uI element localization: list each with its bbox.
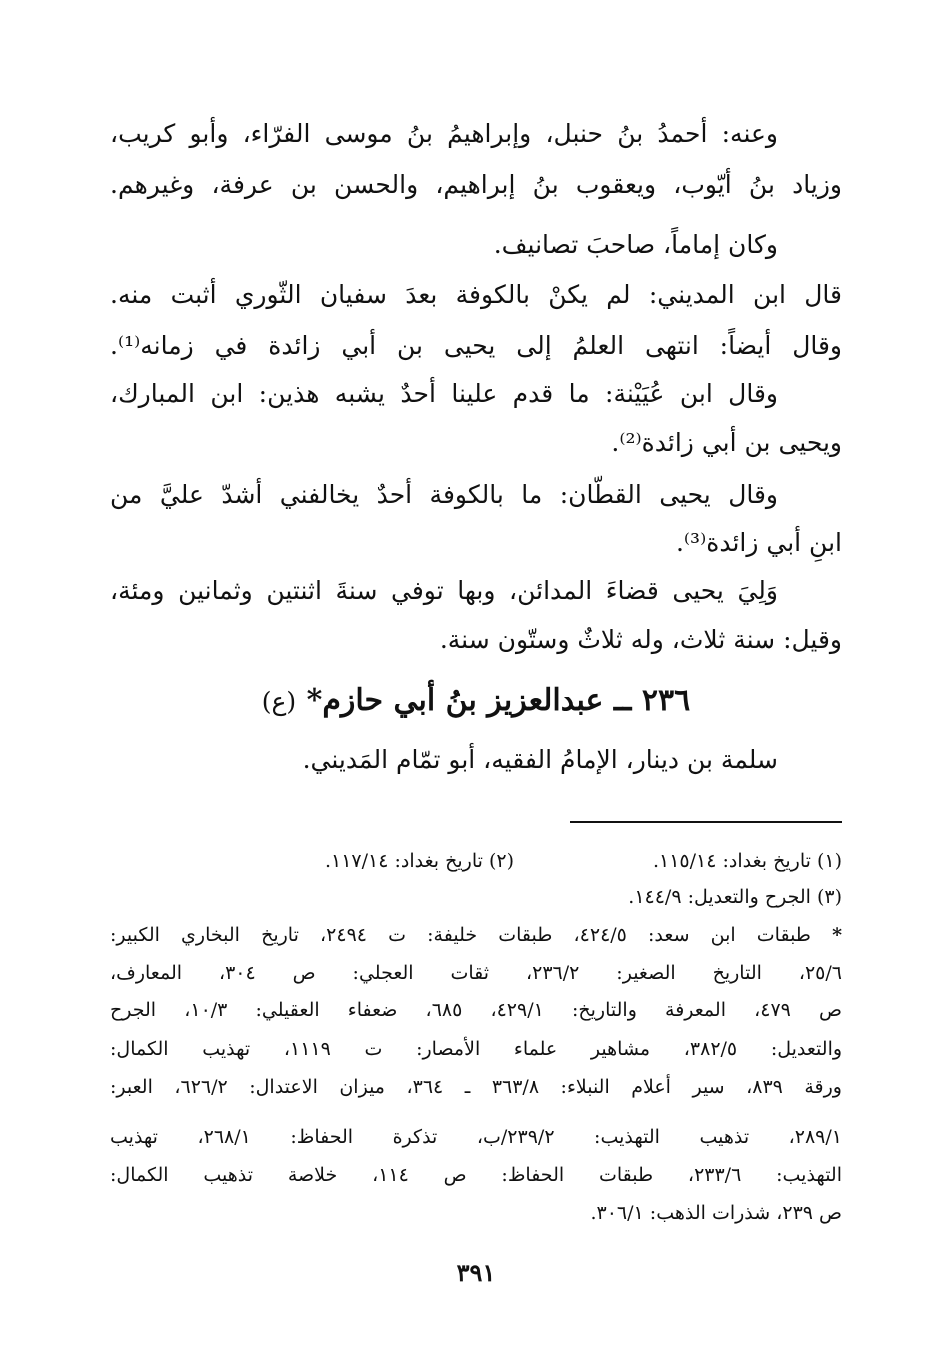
body-line-10: وَلِيَ يحيى قضاءَ المدائن، وبها توفي سنةَ اثنتين وثمانين ومئة، xyxy=(110,576,778,605)
sources-marker: * xyxy=(832,924,842,946)
footnote-1: (١) تاريخ بغداد: ١١٥/١٤. xyxy=(652,850,842,872)
body-line-2: وزياد بنُ أيّوب، ويعقوب بنُ إبراهيم، والحسن بن عرفة، وغيرهم. xyxy=(110,170,842,199)
body-line-11: وقيل: سنة ثلاث، وله ثلاثٌ وستّون سنة. xyxy=(439,625,842,654)
sources-line-2: ٢٥/٦، التاريخ الصغير: ٢٣٦/٢، ثقات العجلي: ص ٣٠٤، المعارف، xyxy=(110,962,842,984)
body-line-1: وعنه: أحمدُ بنُ حنبل، وإبراهيمُ بنُ موسى الفرّاء، وأبو كريب، xyxy=(110,119,778,148)
body-line-4: قال ابن المديني: لم يكنْ بالكوفة بعدَ سفيان الثّوري أثبت منه. xyxy=(110,280,842,309)
body-line-5: وقال أيضاً: انتهى العلمُ إلى يحيى بن أبي زائدة في زمانه⁽¹⁾. xyxy=(110,331,842,360)
sources-line-1 xyxy=(110,920,842,950)
page-number: ٣٩١ xyxy=(456,1258,496,1287)
sources-text-1: طبقات ابن سعد: ٤٢٤/٥، طبقات خليفة: ت ٢٤٩٤، تاريخ البخاري الكبير: xyxy=(110,924,811,946)
body-line-8: وقال يحيى القطّان: ما بالكوفة أحدٌ يخالفني أشدّ عليَّ من xyxy=(110,480,778,509)
sources-line-5: ورقة ٨٣٩، سير أعلام النبلاء: ٣٦٣/٨ ـ ٣٦٤، ميزان الاعتدال: ٦٢٦/٢، العبر: xyxy=(110,1076,842,1098)
body-line-6: وقال ابن عُيَيْنة: ما قدم علينا أحدٌ يشبه هذين: ابن المبارك، xyxy=(110,379,778,408)
entry-first-line: سلمة بن دينار، الإمامُ الفقيه، أبو تمّام المَديني. xyxy=(302,745,778,774)
sources-line-4: والتعديل: ٣٨٢/٥، مشاهير علماء الأمصار: ت ١١١٩، تهذيب الكمال: xyxy=(110,1038,843,1060)
sources-line-7: التهذيب: ٢٣٣/٦، طبقات الحفاظ: ص ١١٤، خلاصة تذهيب الكمال: xyxy=(110,1164,842,1186)
entry-code: (ع) xyxy=(261,687,297,716)
footnote-divider xyxy=(570,821,842,823)
sources-line-8: ص ٢٣٩، شذرات الذهب: ٣٠٦/١. xyxy=(590,1202,842,1224)
sources-line-6: ٢٨٩/١، تذهيب التهذيب: ٢٣٩/٢/ب، تذكرة الحفاظ: ٢٦٨/١، تهذيب xyxy=(110,1126,842,1148)
entry-heading xyxy=(0,679,952,724)
entry-title: ٢٣٦ ــ عبدالعزيز بنُ أبي حازم* xyxy=(306,683,691,718)
footnote-3: (٣) الجرح والتعديل: ١٤٤/٩. xyxy=(628,886,842,908)
sources-line-3: ص ٤٧٩، المعرفة والتاريخ: ٤٢٩/١، ٦٨٥، ضعفاء العقيلي: ١٠/٣، الجرح xyxy=(110,999,842,1021)
body-line-7: ويحيى بن أبي زائدة⁽²⁾. xyxy=(611,428,842,457)
body-line-3: وكان إماماً، صاحبَ تصانيف. xyxy=(493,230,778,259)
footnote-2: (٢) تاريخ بغداد: ١١٧/١٤. xyxy=(324,850,514,872)
body-line-9: ابنِ أبي زائدة⁽³⁾. xyxy=(675,528,842,557)
